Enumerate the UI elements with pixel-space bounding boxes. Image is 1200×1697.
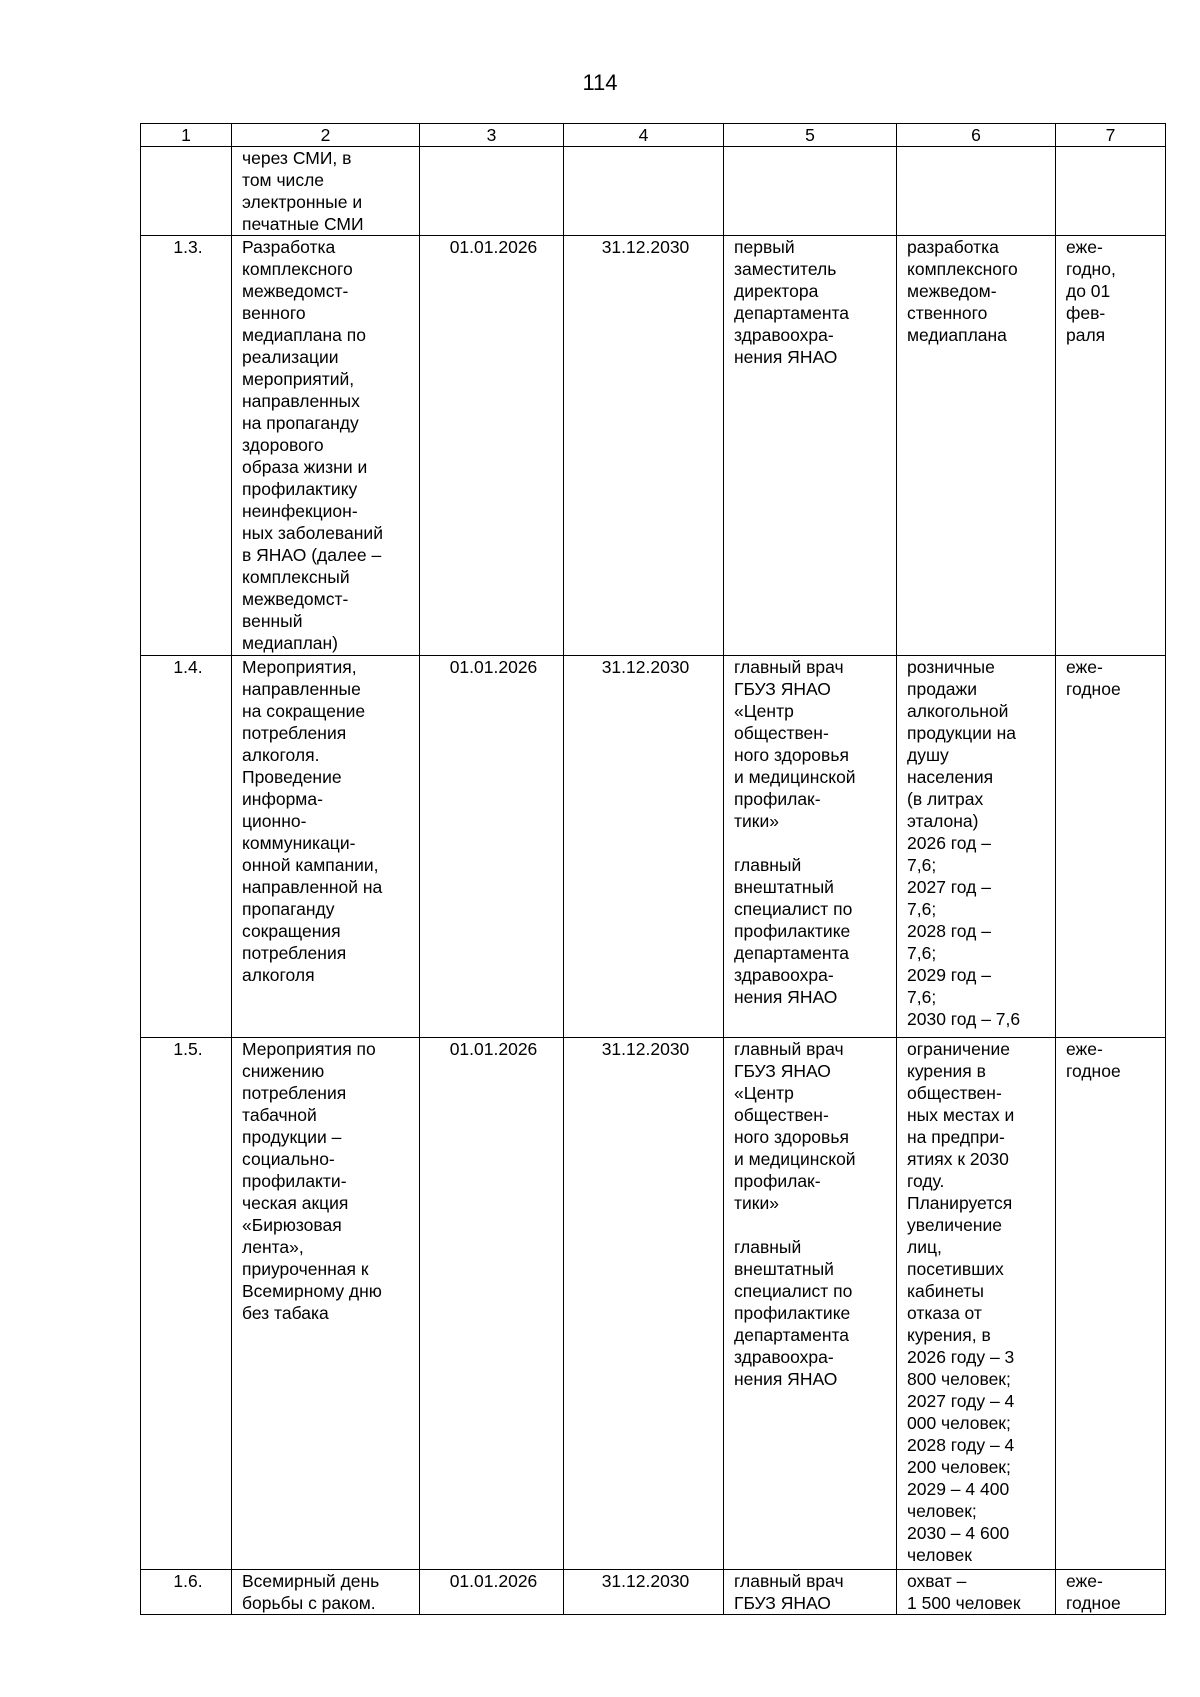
column-header-1: 1 <box>141 124 232 147</box>
event-name: Всемирный день борьбы с раком. <box>232 1570 420 1615</box>
period: еже- годное <box>1056 1038 1166 1570</box>
expected-result: ограничение курения в обществен- ных местах и на предпри- ятиях к 2030 году. Планируется увеличение лиц, посетивших кабинеты отказа от курения, в 2026 году – 3 800 человек; 2027 году – 4 000 человек; 2028 году – 4 200 человек; 2029 – 4 400 человек; 2030 – 4 600 человек <box>897 1038 1056 1570</box>
table-row <box>141 236 1166 656</box>
start-date: 01.01.2026 <box>420 656 564 1038</box>
start-date <box>420 147 564 236</box>
expected-result: разработка комплексного межведом- ственного медиаплана <box>897 236 1056 656</box>
column-header-3: 3 <box>420 124 564 147</box>
column-header-4: 4 <box>564 124 724 147</box>
expected-result: розничные продажи алкогольной продукции на душу населения (в литрах эталона) 2026 год – 7,6; 2027 год – 7,6; 2028 год – 7,6; 2029 год – 7,6; 2030 год – 7,6 <box>897 656 1056 1038</box>
expected-result: охват – 1 500 человек <box>897 1570 1056 1615</box>
start-date: 01.01.2026 <box>420 236 564 656</box>
table-row <box>141 1570 1166 1615</box>
period <box>1056 147 1166 236</box>
column-header-2: 2 <box>232 124 420 147</box>
event-name: Мероприятия по снижению потребления табачной продукции – социально- профилакти- ческая акция «Бирюзовая лента», приуроченная к Всемирному дню без табака <box>232 1038 420 1570</box>
expected-result <box>897 147 1056 236</box>
column-header-6: 6 <box>897 124 1056 147</box>
end-date: 31.12.2030 <box>564 1570 724 1615</box>
event-name: Разработка комплексного межведомст- венного медиаплана по реализации мероприятий, направленных на пропаганду здорового образа жизни и профилактику неинфекцион- ных заболеваний в ЯНАО (далее – комплексный межведомст- венный медиаплан) <box>232 236 420 656</box>
row-number: 1.6. <box>141 1570 232 1615</box>
period: еже- годное <box>1056 656 1166 1038</box>
event-name: через СМИ, в том числе электронные и печатные СМИ <box>232 147 420 236</box>
end-date: 31.12.2030 <box>564 236 724 656</box>
start-date: 01.01.2026 <box>420 1570 564 1615</box>
column-header-7: 7 <box>1056 124 1166 147</box>
measures-table <box>140 123 1166 1615</box>
responsible: главный врач ГБУЗ ЯНАО «Центр обществен- ного здоровья и медицинской профилак- тики» главный внештатный специалист по профилактике департамента здравоохра- нения ЯНАО <box>724 1038 897 1570</box>
start-date: 01.01.2026 <box>420 1038 564 1570</box>
responsible: главный врач ГБУЗ ЯНАО <box>724 1570 897 1615</box>
row-number: 1.3. <box>141 236 232 656</box>
responsible: главный врач ГБУЗ ЯНАО «Центр обществен- ного здоровья и медицинской профилак- тики» главный внештатный специалист по профилактике департамента здравоохра- нения ЯНАО <box>724 656 897 1038</box>
column-header-5: 5 <box>724 124 897 147</box>
event-name: Мероприятия, направленные на сокращение потребления алкоголя. Проведение информа- ционно- коммуникаци- онной кампании, направленной на пропаганду сокращения потребления алкоголя <box>232 656 420 1038</box>
period: еже- годно, до 01 фев- раля <box>1056 236 1166 656</box>
period: еже- годное <box>1056 1570 1166 1615</box>
row-number: 1.5. <box>141 1038 232 1570</box>
responsible: первый заместитель директора департамента здравоохра- нения ЯНАО <box>724 236 897 656</box>
header-row <box>141 124 1166 147</box>
table-row <box>141 656 1166 1038</box>
end-date: 31.12.2030 <box>564 656 724 1038</box>
table-row <box>141 147 1166 236</box>
end-date: 31.12.2030 <box>564 1038 724 1570</box>
responsible <box>724 147 897 236</box>
end-date <box>564 147 724 236</box>
row-number <box>141 147 232 236</box>
page-number: 114 <box>582 70 618 95</box>
row-number: 1.4. <box>141 656 232 1038</box>
table-row <box>141 1038 1166 1570</box>
